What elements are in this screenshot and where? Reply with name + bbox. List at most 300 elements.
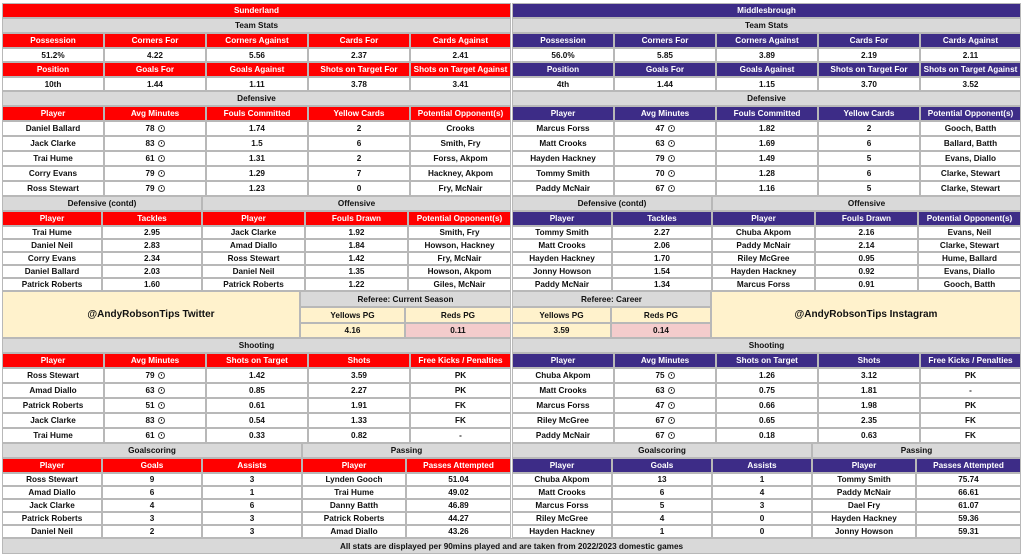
middlesbrough-goalscoring-row-3-0-text: Riley McGree [536, 514, 588, 523]
middlesbrough-defensive-row-1-2 [716, 136, 818, 151]
middlesbrough-defensive-row-2-0-text: Hayden Hackney [530, 154, 596, 163]
middlesbrough-defcontd-row-3-1-text: 1.54 [654, 267, 670, 276]
sunderland-shooting-row-0-1-text: 79 [145, 371, 155, 380]
sunderland-shooting-row-4-2 [206, 428, 308, 443]
middlesbrough-defensive-row-2-4 [920, 151, 1021, 166]
middlesbrough-goalscoring-row-4-1-text: 1 [659, 527, 665, 536]
middlesbrough-goalscoring-row-0-1 [612, 473, 712, 486]
sunderland-defcontd-header-1-text: Tackles [137, 214, 167, 223]
sunderland-defcontd-row-1-0 [2, 239, 102, 252]
middlesbrough-goalscoring-row-0-2 [712, 473, 812, 486]
sunderland-defensive-row-0-0-text: Daniel Ballard [25, 124, 81, 133]
middlesbrough-defensive-header-1-text: Avg Minutes [640, 109, 690, 118]
middlesbrough-defensive-row-0-2-text: 1.82 [759, 124, 775, 133]
sunderland-row2-value-3-text: 3.78 [351, 79, 367, 89]
middlesbrough-defensive-row-2-3 [818, 151, 920, 166]
middlesbrough-passing-row-0-0-text: Tommy Smith [837, 475, 891, 484]
middlesbrough-defensive-row-1-4-text: Ballard, Batth [943, 139, 998, 148]
sunderland-goalscoring-header-2-text: Assists [237, 461, 267, 470]
sunderland-goalscoring-row-4-0 [2, 525, 102, 538]
sunderland-shooting-row-3-2-text: 0.54 [249, 416, 265, 425]
sunderland-passing-row-4-0-text: Amad Diallo [330, 527, 378, 536]
sunderland-row1-value-1-text: 4.22 [147, 50, 163, 60]
sunderland-defensive-row-3-2 [206, 166, 308, 181]
sunderland-defensive-row-2-0-text: Trai Hume [33, 154, 73, 163]
sunderland-offensive-row-2-0-text: Ross Stewart [227, 254, 280, 263]
middlesbrough-passing-row-2-1-text: 61.07 [958, 501, 979, 510]
middlesbrough-team-stats-title-text: Team Stats [744, 21, 789, 30]
sunderland-shooting-row-0-0 [2, 368, 104, 383]
sunderland-defensive-row-2-1-text: 61 [145, 154, 155, 163]
middlesbrough-shooting-row-3-3-text: 2.35 [861, 416, 877, 425]
sunderland-row2-value-2 [206, 77, 308, 91]
sunderland-offensive-row-2-0 [202, 252, 305, 265]
middlesbrough-shooting-row-4-4 [920, 428, 1021, 443]
middlesbrough-row2-header-1 [614, 62, 716, 77]
sunderland-offensive-row-4-0-text: Patrick Roberts [223, 280, 284, 289]
middlesbrough-team-stats-title [512, 18, 1021, 33]
middlesbrough-defcontd-row-3-1 [612, 265, 712, 278]
sunderland-defensive-row-1-4 [410, 136, 511, 151]
sunderland-goalscoring-title [2, 443, 302, 458]
sunderland-defcontd-row-0-1-text: 2.95 [144, 228, 160, 237]
middlesbrough-defcontd-row-3-0-text: Jonny Howson [532, 267, 592, 276]
middlesbrough-shooting-header-1 [614, 353, 716, 368]
sunderland-shooting-row-4-2-text: 0.33 [249, 431, 265, 440]
middlesbrough-defensive-row-3-2-text: 1.28 [759, 169, 775, 178]
middlesbrough-defcontd-row-0-0-text: Tommy Smith [535, 228, 589, 237]
middlesbrough-shooting-row-2-3-text: 1.98 [861, 401, 877, 410]
sunderland-defensive-row-3-4-text: Hackney, Akpom [427, 169, 494, 178]
middlesbrough-passing-row-4-1-text: 59.31 [958, 527, 979, 536]
sunderland-passing-header-0-text: Player [341, 461, 367, 470]
stopwatch-icon [158, 402, 165, 409]
middlesbrough-offensive-row-0-2 [918, 226, 1021, 239]
sunderland-goalscoring-row-1-2 [202, 486, 302, 499]
middlesbrough-defensive-row-0-0-text: Marcus Forss [536, 124, 590, 133]
sunderland-defcontd-row-4-0-text: Patrick Roberts [21, 280, 83, 289]
middlesbrough-defensive-header-3 [818, 106, 920, 121]
middlesbrough-row1-header-2 [716, 33, 818, 48]
middlesbrough-shooting-row-3-2 [716, 413, 818, 428]
middlesbrough-defensive-row-0-4-text: Gooch, Batth [944, 124, 997, 133]
middlesbrough-shooting-row-4-0 [512, 428, 614, 443]
sunderland-defensive-row-3-3 [308, 166, 410, 181]
sunderland-shooting-header-0 [2, 353, 104, 368]
sunderland-defensive-row-4-4-text: Fry, McNair [438, 184, 483, 193]
sunderland-offensive-row-2-1 [305, 252, 408, 265]
sunderland-row1-header-2-text: Corners Against [225, 36, 289, 45]
middlesbrough-row1-header-2-text: Corners Against [735, 36, 799, 45]
middlesbrough-row2-header-4 [920, 62, 1021, 77]
middlesbrough-defensive-row-1-3 [818, 136, 920, 151]
middlesbrough-shooting-header-0 [512, 353, 614, 368]
middlesbrough-defensive-row-1-2-text: 1.69 [759, 139, 775, 148]
middlesbrough-goalscoring-row-3-2-text: 0 [759, 514, 765, 523]
sunderland-defcontd-row-4-0 [2, 278, 102, 291]
sunderland-row1-value-2-text: 5.56 [249, 50, 265, 60]
middlesbrough-shooting-row-2-4 [920, 398, 1021, 413]
referee-career-header-0-text: Yellows PG [539, 310, 584, 320]
sunderland-row1-value-0-text: 51.2% [41, 50, 65, 60]
middlesbrough-passing-title [812, 443, 1021, 458]
sunderland-offensive-row-1-0-text: Amad Diallo [229, 241, 278, 250]
sunderland-offensive-row-4-1-text: 1.22 [348, 280, 365, 289]
sunderland-defcontd-header-0-text: Player [39, 214, 65, 223]
sunderland-shooting-row-4-4 [410, 428, 511, 443]
middlesbrough-defensive-header-3-text: Yellow Cards [843, 109, 895, 118]
sunderland-row1-value-3-text: 2.37 [351, 50, 367, 60]
middlesbrough-defcontd-title [512, 196, 712, 211]
middlesbrough-defensive-row-4-4-text: Clarke, Stewart [940, 184, 1001, 193]
sunderland-shooting-row-3-4 [410, 413, 511, 428]
sunderland-goalscoring-row-3-1-text: 3 [149, 514, 155, 523]
sunderland-shooting-title [2, 338, 511, 353]
middlesbrough-defensive-row-1-1 [614, 136, 716, 151]
middlesbrough-goalscoring-header-2 [712, 458, 812, 473]
middlesbrough-offensive-row-1-0-text: Paddy McNair [736, 241, 791, 250]
middlesbrough-defensive-row-0-1 [614, 121, 716, 136]
middlesbrough-shooting-row-4-1 [614, 428, 716, 443]
middlesbrough-shooting-header-2 [716, 353, 818, 368]
sunderland-row2-header-0 [2, 62, 104, 77]
middlesbrough-row2-header-1-text: Goals For [645, 65, 685, 74]
sunderland-goalscoring-row-2-1 [102, 499, 202, 512]
referee-career-header-1 [611, 307, 711, 323]
middlesbrough-defensive-row-0-3 [818, 121, 920, 136]
sunderland-row1-header-3-text: Cards For [339, 36, 379, 45]
middlesbrough-offensive-row-3-1-text: 0.92 [858, 267, 875, 276]
sunderland-shooting-header-2-text: Shots on Target [226, 356, 288, 365]
middlesbrough-shooting-row-4-3 [818, 428, 920, 443]
middlesbrough-goalscoring-row-1-0-text: Matt Crooks [538, 488, 586, 497]
middlesbrough-offensive-row-2-2 [918, 252, 1021, 265]
middlesbrough-goalscoring-row-2-1-text: 5 [659, 501, 665, 510]
sunderland-defensive-header-2-text: Fouls Committed [223, 109, 291, 118]
sunderland-goalscoring-row-3-0-text: Patrick Roberts [21, 514, 83, 523]
middlesbrough-shooting-header-2-text: Shots on Target [736, 356, 798, 365]
referee-career-value-1-text: 0.14 [653, 326, 669, 335]
middlesbrough-offensive-row-1-1-text: 2.14 [858, 241, 875, 250]
referee-career-title [512, 291, 711, 307]
middlesbrough-passing-row-3-0-text: Hayden Hackney [831, 514, 897, 523]
middlesbrough-defcontd-row-2-1-text: 1.70 [654, 254, 670, 263]
middlesbrough-shooting-row-1-2 [716, 383, 818, 398]
sunderland-passing-row-0-0 [302, 473, 406, 486]
sunderland-offensive-header-1 [305, 211, 408, 226]
middlesbrough-defensive-row-2-1 [614, 151, 716, 166]
sunderland-offensive-row-0-1-text: 1.92 [348, 228, 365, 237]
sunderland-defensive-row-4-1 [104, 181, 206, 196]
referee-current-title-text: Referee: Current Season [357, 294, 454, 304]
sunderland-offensive-row-1-0 [202, 239, 305, 252]
middlesbrough-shooting-row-4-3-text: 0.63 [861, 431, 877, 440]
middlesbrough-goalscoring-row-2-2 [712, 499, 812, 512]
sunderland-shooting-row-1-0 [2, 383, 104, 398]
sunderland-defensive-row-2-1 [104, 151, 206, 166]
middlesbrough-goalscoring-row-4-2-text: 0 [759, 527, 765, 536]
middlesbrough-shooting-row-4-1-text: 67 [655, 431, 665, 440]
referee-current-value-0 [300, 323, 405, 338]
sunderland-goalscoring-row-4-0-text: Daniel Neil [31, 527, 73, 536]
sunderland-offensive-row-4-2-text: Giles, McNair [433, 280, 486, 289]
middlesbrough-goalscoring-row-3-1 [612, 512, 712, 525]
middlesbrough-shooting-row-2-1 [614, 398, 716, 413]
sunderland-goalscoring-row-1-1 [102, 486, 202, 499]
sunderland-shooting-row-4-3-text: 0.82 [351, 431, 367, 440]
sunderland-defensive-header-3-text: Yellow Cards [333, 109, 385, 118]
sunderland-shooting-row-0-4-text: PK [454, 371, 467, 380]
sunderland-shooting-row-1-1-text: 63 [145, 386, 155, 395]
sunderland-shooting-header-4 [410, 353, 511, 368]
middlesbrough-defcontd-header-0-text: Player [549, 214, 575, 223]
middlesbrough-offensive-row-4-2-text: Gooch, Batth [943, 280, 996, 289]
middlesbrough-row1-value-1 [614, 48, 716, 62]
sunderland-row2-value-1-text: 1.44 [147, 79, 163, 89]
sunderland-defensive-row-1-2-text: 1.5 [251, 139, 263, 148]
sunderland-passing-row-1-0-text: Trai Hume [334, 488, 374, 497]
middlesbrough-row1-header-4-text: Cards Against [942, 36, 999, 45]
sunderland-offensive-header-1-text: Fouls Drawn [331, 214, 382, 223]
middlesbrough-row1-value-3 [818, 48, 920, 62]
sunderland-shooting-row-0-2-text: 1.42 [249, 371, 265, 380]
middlesbrough-defcontd-row-1-0 [512, 239, 612, 252]
sunderland-title-bar [2, 3, 511, 18]
middlesbrough-offensive-row-0-1-text: 2.16 [858, 228, 875, 237]
sunderland-row2-header-0-text: Position [36, 65, 70, 74]
middlesbrough-defensive-row-0-0 [512, 121, 614, 136]
middlesbrough-defensive-row-0-2 [716, 121, 818, 136]
sunderland-row2-header-3 [308, 62, 410, 77]
middlesbrough-row2-header-2-text: Goals Against [739, 65, 795, 74]
sunderland-row2-header-4-text: Shots on Target Against [413, 65, 508, 74]
sunderland-row1-value-0 [2, 48, 104, 62]
middlesbrough-defensive-row-4-2-text: 1.16 [759, 184, 775, 193]
stopwatch-icon [158, 432, 165, 439]
referee-career-value-0-text: 3.59 [553, 326, 570, 335]
sunderland-defensive-row-0-2-text: 1.74 [249, 124, 265, 133]
sunderland-defensive-title-text: Defensive [237, 94, 276, 103]
footer-note [2, 538, 1021, 554]
sunderland-offensive-row-1-1 [305, 239, 408, 252]
sunderland-offensive-header-2-text: Potential Opponent(s) [416, 214, 503, 223]
middlesbrough-defcontd-row-0-1-text: 2.27 [654, 228, 670, 237]
sunderland-shooting-row-1-1 [104, 383, 206, 398]
middlesbrough-defcontd-row-2-1 [612, 252, 712, 265]
middlesbrough-goalscoring-header-0-text: Player [549, 461, 575, 470]
middlesbrough-passing-row-1-1 [916, 486, 1021, 499]
middlesbrough-defensive-row-1-0 [512, 136, 614, 151]
sunderland-shooting-row-4-1-text: 61 [145, 431, 155, 440]
sunderland-goalscoring-header-0-text: Player [39, 461, 65, 470]
referee-career-title-text: Referee: Career [581, 294, 642, 304]
stopwatch-icon [158, 185, 165, 192]
sunderland-offensive-row-0-2 [408, 226, 511, 239]
middlesbrough-offensive-row-1-0 [712, 239, 815, 252]
middlesbrough-shooting-row-3-4 [920, 413, 1021, 428]
sunderland-goalscoring-row-3-2-text: 3 [249, 514, 255, 523]
sunderland-offensive-row-2-2-text: Fry, McNair [437, 254, 482, 263]
sunderland-defensive-header-2 [206, 106, 308, 121]
sunderland-goalscoring-row-3-2 [202, 512, 302, 525]
sunderland-shooting-row-2-3 [308, 398, 410, 413]
sunderland-row1-value-1 [104, 48, 206, 62]
middlesbrough-defcontd-row-1-1 [612, 239, 712, 252]
instagram-handle [711, 291, 1021, 338]
sunderland-goalscoring-row-1-1-text: 6 [149, 488, 155, 497]
sunderland-passing-title [302, 443, 511, 458]
sunderland-passing-row-0-0-text: Lynden Gooch [325, 475, 383, 484]
sunderland-shooting-row-3-1-text: 83 [145, 416, 155, 425]
middlesbrough-offensive-row-3-0-text: Hayden Hackney [730, 267, 797, 276]
sunderland-shooting-row-2-2-text: 0.61 [249, 401, 265, 410]
sunderland-goalscoring-row-2-2-text: 6 [249, 501, 255, 510]
middlesbrough-goalscoring-row-2-0 [512, 499, 612, 512]
stopwatch-icon [158, 125, 165, 132]
sunderland-passing-row-2-1 [406, 499, 511, 512]
middlesbrough-goalscoring-title [512, 443, 812, 458]
stopwatch-icon [668, 140, 675, 147]
middlesbrough-shooting-row-3-4-text: FK [965, 416, 976, 425]
sunderland-shooting-row-4-0-text: Trai Hume [33, 431, 73, 440]
middlesbrough-shooting-row-1-1-text: 63 [655, 386, 665, 395]
sunderland-row1-header-1-text: Corners For [131, 36, 179, 45]
middlesbrough-row1-value-4 [920, 48, 1021, 62]
sunderland-defensive-row-2-3 [308, 151, 410, 166]
sunderland-goalscoring-title-text: Goalscoring [128, 446, 176, 455]
middlesbrough-defensive-header-4-text: Potential Opponent(s) [927, 109, 1014, 118]
middlesbrough-passing-row-1-0 [812, 486, 916, 499]
middlesbrough-offensive-row-4-1 [815, 278, 918, 291]
middlesbrough-defcontd-header-0 [512, 211, 612, 226]
middlesbrough-goalscoring-row-4-2 [712, 525, 812, 538]
middlesbrough-offensive-row-2-2-text: Hume, Ballard [941, 254, 998, 263]
sunderland-shooting-header-1 [104, 353, 206, 368]
middlesbrough-goalscoring-row-4-1 [612, 525, 712, 538]
sunderland-defensive-row-1-3 [308, 136, 410, 151]
middlesbrough-shooting-row-0-0-text: Chuba Akpom [535, 371, 591, 380]
stopwatch-icon [158, 417, 165, 424]
sunderland-defensive-row-2-4-text: Forss, Akpom [433, 154, 488, 163]
sunderland-offensive-row-3-1-text: 1.35 [348, 267, 365, 276]
sunderland-goalscoring-row-0-0 [2, 473, 102, 486]
middlesbrough-defensive-row-4-4 [920, 181, 1021, 196]
middlesbrough-shooting-row-1-4-text: - [969, 386, 972, 395]
sunderland-row1-header-4 [410, 33, 511, 48]
sunderland-defcontd-row-0-0-text: Trai Hume [32, 228, 72, 237]
middlesbrough-offensive-row-0-1 [815, 226, 918, 239]
middlesbrough-defensive-header-0 [512, 106, 614, 121]
middlesbrough-offensive-row-3-0 [712, 265, 815, 278]
sunderland-title-bar-text: Sunderland [233, 6, 280, 15]
middlesbrough-defensive-row-1-4 [920, 136, 1021, 151]
sunderland-shooting-row-0-1 [104, 368, 206, 383]
middlesbrough-offensive-row-3-2 [918, 265, 1021, 278]
sunderland-defensive-row-4-2 [206, 181, 308, 196]
middlesbrough-offensive-title-text: Offensive [847, 199, 886, 208]
sunderland-defcontd-header-0 [2, 211, 102, 226]
sunderland-defensive-row-4-3-text: 0 [356, 184, 362, 193]
sunderland-shooting-row-0-3 [308, 368, 410, 383]
referee-current-header-0-text: Yellows PG [330, 310, 375, 320]
middlesbrough-goalscoring-header-2-text: Assists [747, 461, 777, 470]
sunderland-row2-header-4 [410, 62, 511, 77]
sunderland-shooting-row-0-3-text: 3.59 [351, 371, 367, 380]
sunderland-offensive-row-0-0-text: Jack Clarke [230, 228, 277, 237]
sunderland-shooting-row-1-2-text: 0.85 [249, 386, 265, 395]
sunderland-goalscoring-header-1 [102, 458, 202, 473]
middlesbrough-defensive-row-2-4-text: Evans, Diallo [945, 154, 996, 163]
middlesbrough-goalscoring-row-1-1 [612, 486, 712, 499]
middlesbrough-shooting-row-2-2-text: 0.66 [759, 401, 775, 410]
middlesbrough-defcontd-header-1-text: Tackles [647, 214, 677, 223]
middlesbrough-offensive-row-2-0 [712, 252, 815, 265]
sunderland-passing-header-0 [302, 458, 406, 473]
sunderland-defensive-header-1 [104, 106, 206, 121]
middlesbrough-passing-row-2-0-text: Dael Fry [847, 501, 881, 510]
sunderland-shooting-row-0-2 [206, 368, 308, 383]
middlesbrough-passing-row-3-1-text: 59.36 [958, 514, 979, 523]
middlesbrough-row2-value-0 [512, 77, 614, 91]
middlesbrough-shooting-row-3-0 [512, 413, 614, 428]
middlesbrough-shooting-row-2-0 [512, 398, 614, 413]
middlesbrough-offensive-row-0-0 [712, 226, 815, 239]
sunderland-defcontd-row-1-1 [102, 239, 202, 252]
middlesbrough-shooting-header-3-text: Shots [857, 356, 881, 365]
sunderland-defensive-row-1-1-text: 83 [145, 139, 155, 148]
middlesbrough-offensive-header-2 [918, 211, 1021, 226]
middlesbrough-row1-value-2 [716, 48, 818, 62]
sunderland-defensive-row-0-2 [206, 121, 308, 136]
sunderland-defensive-row-3-0-text: Corry Evans [28, 169, 78, 178]
sunderland-defcontd-row-2-1 [102, 252, 202, 265]
sunderland-passing-row-2-1-text: 46.89 [448, 501, 469, 510]
sunderland-row1-value-3 [308, 48, 410, 62]
sunderland-row2-value-0 [2, 77, 104, 91]
middlesbrough-title-bar-text: Middlesbrough [737, 6, 796, 15]
middlesbrough-offensive-header-2-text: Potential Opponent(s) [926, 214, 1013, 223]
middlesbrough-shooting-title [512, 338, 1021, 353]
middlesbrough-row2-header-2 [716, 62, 818, 77]
referee-current-title [300, 291, 511, 307]
stopwatch-icon [668, 170, 675, 177]
middlesbrough-goalscoring-row-2-2-text: 3 [759, 501, 765, 510]
sunderland-defensive-row-4-3 [308, 181, 410, 196]
sunderland-defcontd-row-3-1-text: 2.03 [144, 267, 160, 276]
sunderland-shooting-row-4-0 [2, 428, 104, 443]
middlesbrough-row1-value-2-text: 3.89 [759, 50, 775, 60]
sunderland-defensive-row-0-4 [410, 121, 511, 136]
sunderland-goalscoring-row-4-1-text: 2 [149, 527, 155, 536]
sunderland-offensive-row-0-0 [202, 226, 305, 239]
middlesbrough-shooting-row-0-0 [512, 368, 614, 383]
sunderland-shooting-row-2-3-text: 1.91 [351, 401, 367, 410]
stopwatch-icon [668, 402, 675, 409]
sunderland-shooting-row-2-4-text: FK [455, 401, 466, 410]
middlesbrough-defensive-header-2 [716, 106, 818, 121]
sunderland-shooting-row-3-3-text: 1.33 [351, 416, 367, 425]
sunderland-passing-row-3-1 [406, 512, 511, 525]
referee-career-value-0 [512, 323, 611, 338]
sunderland-offensive-row-3-1 [305, 265, 408, 278]
middlesbrough-shooting-row-2-1-text: 47 [655, 401, 665, 410]
middlesbrough-row1-header-4 [920, 33, 1021, 48]
sunderland-goalscoring-row-3-1 [102, 512, 202, 525]
sunderland-goalscoring-row-2-2 [202, 499, 302, 512]
middlesbrough-shooting-row-0-3 [818, 368, 920, 383]
middlesbrough-passing-row-3-0 [812, 512, 916, 525]
sunderland-row1-value-2 [206, 48, 308, 62]
